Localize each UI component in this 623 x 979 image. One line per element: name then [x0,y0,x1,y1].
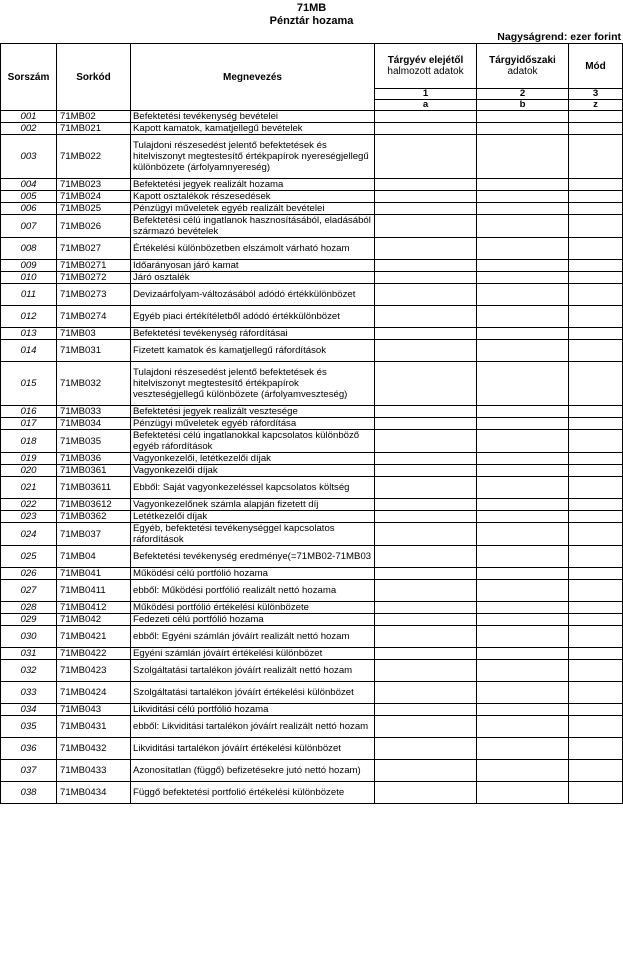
value-cell-a[interactable] [375,340,477,362]
value-cell-z[interactable] [569,340,623,362]
row-code: 71MB041 [57,568,131,580]
row-name: Pénzügyi műveletek egyéb realizált bevételei [131,203,375,215]
row-number: 019 [1,453,57,465]
value-cell-b[interactable] [477,499,569,511]
row-code: 71MB0412 [57,602,131,614]
value-cell-z[interactable] [569,682,623,704]
header-num-3: 3 [569,89,623,100]
value-cell-b[interactable] [477,660,569,682]
row-code: 71MB0424 [57,682,131,704]
value-cell-z[interactable] [569,238,623,260]
value-cell-z[interactable] [569,568,623,580]
row-number: 032 [1,660,57,682]
row-code: 71MB0433 [57,760,131,782]
table-row [1,430,623,453]
value-cell-z[interactable] [569,111,623,123]
row-name: Szolgáltatási tartalékon jóváírt értékelési különbözet [131,682,375,704]
row-code: 71MB022 [57,135,131,179]
value-cell-b[interactable] [477,418,569,430]
row-number: 023 [1,511,57,523]
value-cell-a[interactable] [375,580,477,602]
row-name: Likviditási célú portfólió hozama [131,704,375,716]
value-cell-a[interactable] [375,328,477,340]
row-number: 004 [1,179,57,191]
row-code: 71MB0361 [57,465,131,477]
row-code: 71MB027 [57,238,131,260]
row-name: Egyéni számlán jóváírt értékelési különbözet [131,648,375,660]
row-name: Vagyonkezelőnek számla alapján fizetett díj [131,499,375,511]
table-row [1,716,623,738]
value-cell-a[interactable] [375,704,477,716]
row-number: 029 [1,614,57,626]
table-row [1,203,623,215]
row-name: Fedezeti célú portfólió hozama [131,614,375,626]
value-cell-z[interactable] [569,602,623,614]
row-name: Befektetési jegyek realizált hozama [131,179,375,191]
value-cell-a[interactable] [375,179,477,191]
table-row [1,580,623,602]
value-cell-z[interactable] [569,135,623,179]
row-number: 008 [1,238,57,260]
value-cell-z[interactable] [569,477,623,499]
row-number: 028 [1,602,57,614]
value-cell-a[interactable] [375,648,477,660]
row-code: 71MB031 [57,340,131,362]
value-cell-a[interactable] [375,602,477,614]
table-row [1,568,623,580]
value-cell-b[interactable] [477,511,569,523]
value-cell-a[interactable] [375,568,477,580]
value-cell-z[interactable] [569,511,623,523]
row-name: ebből: Működési portfólió realizált nettó hozama [131,580,375,602]
value-cell-b[interactable] [477,215,569,238]
header-col1-line2: halmozott adatok [387,66,464,77]
value-cell-b[interactable] [477,614,569,626]
value-cell-z[interactable] [569,179,623,191]
row-name: Vagyonkezelői díjak [131,465,375,477]
value-cell-b[interactable] [477,135,569,179]
value-cell-b[interactable] [477,272,569,284]
value-cell-z[interactable] [569,465,623,477]
row-code: 71MB037 [57,523,131,546]
row-code: 71MB032 [57,362,131,406]
row-number: 020 [1,465,57,477]
row-code: 71MB0431 [57,716,131,738]
value-cell-b[interactable] [477,362,569,406]
value-cell-b[interactable] [477,328,569,340]
row-code: 71MB02 [57,111,131,123]
value-cell-z[interactable] [569,760,623,782]
table-row [1,123,623,135]
value-cell-a[interactable] [375,760,477,782]
header-letter-a: a [375,100,477,111]
row-code: 71MB021 [57,123,131,135]
row-number: 002 [1,123,57,135]
header-num-2: 2 [477,89,569,100]
value-cell-a[interactable] [375,203,477,215]
row-name: Befektetési tevékenység ráfordításai [131,328,375,340]
value-cell-z[interactable] [569,704,623,716]
header-col3: Mód [569,44,623,89]
table-body [1,111,623,804]
value-cell-b[interactable] [477,284,569,306]
table-row [1,260,623,272]
value-cell-a[interactable] [375,430,477,453]
value-cell-z[interactable] [569,328,623,340]
value-cell-z[interactable] [569,546,623,568]
value-cell-b[interactable] [477,306,569,328]
row-name: Tulajdoni részesedést jelentő befektetések és hitelviszonyt megtestesítő értékpapírok nyereségjellegű különbözete (árfolyamnyereség) [131,135,375,179]
value-cell-b[interactable] [477,738,569,760]
value-cell-z[interactable] [569,738,623,760]
row-number: 027 [1,580,57,602]
value-cell-a[interactable] [375,215,477,238]
row-code: 71MB03612 [57,499,131,511]
row-code: 71MB036 [57,453,131,465]
row-name: Vagyonkezelői, letétkezelői díjak [131,453,375,465]
table-row [1,477,623,499]
value-cell-z[interactable] [569,782,623,804]
value-cell-a[interactable] [375,238,477,260]
value-cell-b[interactable] [477,340,569,362]
row-number: 011 [1,284,57,306]
value-cell-b[interactable] [477,716,569,738]
header-num-1: 1 [375,89,477,100]
header-megnevezes: Megnevezés [131,44,375,111]
row-number: 034 [1,704,57,716]
value-cell-b[interactable] [477,111,569,123]
value-cell-z[interactable] [569,626,623,648]
row-name: Likviditási tartalékon jóváírt értékelési különbözet [131,738,375,760]
value-cell-z[interactable] [569,406,623,418]
value-cell-b[interactable] [477,682,569,704]
value-cell-b[interactable] [477,191,569,203]
row-name: Befektetési jegyek realizált vesztesége [131,406,375,418]
row-code: 71MB0411 [57,580,131,602]
table-row [1,602,623,614]
value-cell-z[interactable] [569,362,623,406]
header-col2-line2: adatok [507,66,538,77]
table-row [1,272,623,284]
row-code: 71MB0434 [57,782,131,804]
row-name: Egyéb piaci értékítéletből adódó értékkülönbözet [131,306,375,328]
value-cell-a[interactable] [375,660,477,682]
table-row [1,135,623,179]
value-cell-z[interactable] [569,430,623,453]
row-number: 018 [1,430,57,453]
value-cell-b[interactable] [477,477,569,499]
table-row [1,782,623,804]
row-code: 71MB0362 [57,511,131,523]
value-cell-b[interactable] [477,465,569,477]
row-number: 016 [1,406,57,418]
value-cell-z[interactable] [569,272,623,284]
row-name: Függő befektetési portfolió értékelési különbözete [131,782,375,804]
row-number: 007 [1,215,57,238]
row-code: 71MB0422 [57,648,131,660]
value-cell-a[interactable] [375,499,477,511]
row-name: Befektetési célú ingatlanokkal kapcsolatos különböző egyéb ráfordítások [131,430,375,453]
value-cell-b[interactable] [477,626,569,648]
row-number: 021 [1,477,57,499]
row-name: Befektetési tevékenység eredménye(=71MB02-71MB03 [131,546,375,568]
row-name: Befektetési célú ingatlanok hasznosításából, eladásából származó bevételek [131,215,375,238]
table-row [1,111,623,123]
row-code: 71MB043 [57,704,131,716]
value-cell-a[interactable] [375,614,477,626]
value-cell-a[interactable] [375,477,477,499]
table-row [1,179,623,191]
value-cell-b[interactable] [477,523,569,546]
row-code: 71MB0271 [57,260,131,272]
table-row [1,328,623,340]
row-code: 71MB025 [57,203,131,215]
row-number: 012 [1,306,57,328]
value-cell-a[interactable] [375,546,477,568]
value-cell-b[interactable] [477,602,569,614]
row-number: 033 [1,682,57,704]
value-cell-z[interactable] [569,306,623,328]
value-cell-a[interactable] [375,260,477,272]
value-cell-z[interactable] [569,523,623,546]
value-cell-b[interactable] [477,123,569,135]
header-col1-line1: Tárgyév elejétől [387,55,464,66]
row-number: 038 [1,782,57,804]
row-name: Azonosítatlan (függő) befizetésekre jutó nettó hozam) [131,760,375,782]
header-sorszam: Sorszám [1,44,57,111]
row-number: 017 [1,418,57,430]
header-col2-line1: Tárgyidőszaki [489,55,556,66]
row-number: 024 [1,523,57,546]
value-cell-z[interactable] [569,191,623,203]
value-cell-a[interactable] [375,453,477,465]
table-row [1,406,623,418]
header-col2 [477,44,569,89]
row-number: 006 [1,203,57,215]
value-cell-b[interactable] [477,760,569,782]
table-row [1,191,623,203]
value-cell-b[interactable] [477,238,569,260]
table-row [1,660,623,682]
value-cell-a[interactable] [375,123,477,135]
row-code: 71MB03611 [57,477,131,499]
row-number: 031 [1,648,57,660]
unit-label: Nagyságrend: ezer forint [497,31,621,43]
value-cell-a[interactable] [375,511,477,523]
row-number: 026 [1,568,57,580]
row-number: 013 [1,328,57,340]
row-code: 71MB0432 [57,738,131,760]
table-row [1,546,623,568]
value-cell-a[interactable] [375,306,477,328]
row-name: Tulajdoni részesedést jelentő befektetések és hitelviszonyt megtestesítő értékpapírok veszteségjellegű különbözete (árfolyamveszteség) [131,362,375,406]
table-row [1,284,623,306]
row-number: 015 [1,362,57,406]
row-number: 003 [1,135,57,179]
value-cell-z[interactable] [569,499,623,511]
row-name: Fizetett kamatok és kamatjellegű ráfordítások [131,340,375,362]
value-cell-a[interactable] [375,682,477,704]
row-code: 71MB024 [57,191,131,203]
row-name: Letétkezelői díjak [131,511,375,523]
value-cell-z[interactable] [569,123,623,135]
row-code: 71MB0273 [57,284,131,306]
row-code: 71MB034 [57,418,131,430]
table-row [1,704,623,716]
value-cell-a[interactable] [375,418,477,430]
row-number: 005 [1,191,57,203]
table-row [1,306,623,328]
value-cell-b[interactable] [477,430,569,453]
row-code: 71MB023 [57,179,131,191]
table-row [1,453,623,465]
value-cell-a[interactable] [375,782,477,804]
value-cell-b[interactable] [477,568,569,580]
row-name: Időarányosan járó kamat [131,260,375,272]
header-letter-b: b [477,100,569,111]
value-cell-b[interactable] [477,179,569,191]
row-name: Szolgáltatási tartalékon jóváírt realizált nettó hozam [131,660,375,682]
row-name: Értékelési különbözetben elszámolt várható hozam [131,238,375,260]
row-code: 71MB042 [57,614,131,626]
value-cell-b[interactable] [477,580,569,602]
value-cell-a[interactable] [375,111,477,123]
table-row [1,362,623,406]
row-name: ebből: Egyéni számlán jóváírt realizált nettó hozam [131,626,375,648]
table-row [1,523,623,546]
form-title: Pénztár hozama [269,15,354,27]
row-number: 025 [1,546,57,568]
row-name: Járó osztalék [131,272,375,284]
value-cell-a[interactable] [375,191,477,203]
value-cell-b[interactable] [477,648,569,660]
value-cell-b[interactable] [477,406,569,418]
row-code: 71MB035 [57,430,131,453]
table-row [1,465,623,477]
table-row [1,238,623,260]
value-cell-b[interactable] [477,704,569,716]
row-number: 010 [1,272,57,284]
table-row [1,511,623,523]
row-number: 009 [1,260,57,272]
value-cell-a[interactable] [375,626,477,648]
header-letter-z: z [569,100,623,111]
value-cell-z[interactable] [569,453,623,465]
value-cell-b[interactable] [477,453,569,465]
value-cell-z[interactable] [569,614,623,626]
row-name: Ebből: Saját vagyonkezeléssel kapcsolatos költség [131,477,375,499]
value-cell-z[interactable] [569,215,623,238]
value-cell-a[interactable] [375,135,477,179]
row-code: 71MB033 [57,406,131,418]
row-number: 014 [1,340,57,362]
row-code: 71MB03 [57,328,131,340]
header-col1 [375,44,477,89]
header-sorkod: Sorkód [57,44,131,111]
row-name: Működési portfólió értékelési különbözete [131,602,375,614]
row-code: 71MB0272 [57,272,131,284]
value-cell-b[interactable] [477,782,569,804]
row-name: Kapott osztalékok részesedések [131,191,375,203]
table-row [1,215,623,238]
value-cell-a[interactable] [375,738,477,760]
table-row [1,626,623,648]
value-cell-z[interactable] [569,648,623,660]
row-code: 71MB026 [57,215,131,238]
row-name: Egyéb, befektetési tevékenységgel kapcsolatos ráfordítások [131,523,375,546]
row-number: 035 [1,716,57,738]
table-row [1,738,623,760]
row-name: Befektetési tevékenység bevételei [131,111,375,123]
value-cell-z[interactable] [569,203,623,215]
row-name: Működési célú portfólió hozama [131,568,375,580]
value-cell-z[interactable] [569,660,623,682]
value-cell-a[interactable] [375,716,477,738]
value-cell-a[interactable] [375,272,477,284]
row-name: Kapott kamatok, kamatjellegű bevételek [131,123,375,135]
table-row [1,648,623,660]
data-table [0,43,623,804]
value-cell-b[interactable] [477,260,569,272]
row-name: Pénzügyi műveletek egyéb ráfordítása [131,418,375,430]
value-cell-z[interactable] [569,260,623,272]
row-number: 037 [1,760,57,782]
row-code: 71MB0274 [57,306,131,328]
value-cell-z[interactable] [569,580,623,602]
value-cell-a[interactable] [375,362,477,406]
table-row [1,614,623,626]
row-name: ebből: Likviditási tartalékon jóváírt realizált nettó hozam [131,716,375,738]
table-row [1,682,623,704]
value-cell-z[interactable] [569,716,623,738]
table-row [1,499,623,511]
row-code: 71MB0423 [57,660,131,682]
table-row [1,760,623,782]
value-cell-a[interactable] [375,465,477,477]
value-cell-a[interactable] [375,406,477,418]
value-cell-a[interactable] [375,284,477,306]
row-number: 030 [1,626,57,648]
row-number: 022 [1,499,57,511]
row-code: 71MB04 [57,546,131,568]
row-number: 036 [1,738,57,760]
form-code: 71MB [296,2,327,14]
value-cell-a[interactable] [375,523,477,546]
value-cell-z[interactable] [569,418,623,430]
table-row [1,340,623,362]
value-cell-z[interactable] [569,284,623,306]
value-cell-b[interactable] [477,546,569,568]
value-cell-b[interactable] [477,203,569,215]
table-row [1,418,623,430]
row-number: 001 [1,111,57,123]
row-code: 71MB0421 [57,626,131,648]
row-name: Devizaárfolyam-változásából adódó értékkülönbözet [131,284,375,306]
